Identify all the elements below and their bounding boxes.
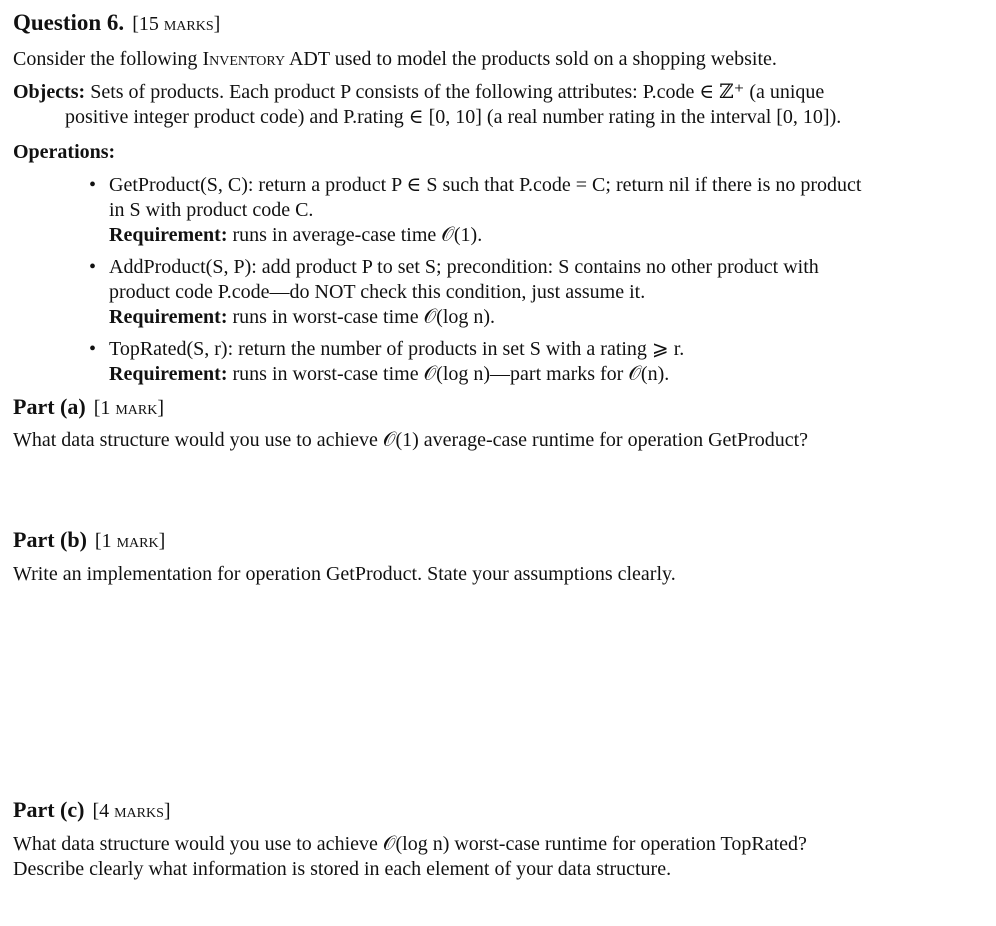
requirement-line xyxy=(109,305,819,330)
operation-line: GetProduct(S, C): return a product P ∈ S such that P.code = C; return nil if there is no product xyxy=(109,174,862,196)
part-b-text: Write an implementation for operation GetProduct. State your assumptions clearly. xyxy=(13,563,676,585)
bullet: • xyxy=(89,256,97,278)
objects-label: Objects: xyxy=(13,81,86,103)
requirement-text: runs in average-case time 𝒪(1). xyxy=(232,224,483,246)
adt-name: Inventory xyxy=(202,48,286,70)
operation-toprated xyxy=(109,337,684,387)
part-marks: [1 mark] xyxy=(93,397,165,419)
part-a-text: What data structure would you use to achieve 𝒪(1) average-case runtime for operation GetProduct? xyxy=(13,429,809,451)
operations-label: Operations: xyxy=(13,141,116,163)
requirement-label: Requirement: xyxy=(109,306,228,328)
objects-line-1 xyxy=(13,80,824,105)
requirement-text: runs in worst-case time 𝒪(log n). xyxy=(232,306,496,328)
intro-text xyxy=(13,47,777,72)
objects-line-2: positive integer product code) and P.rating ∈ [0, 10] (a real number rating in the interval [0, 10]). xyxy=(65,106,842,128)
requirement-label: Requirement: xyxy=(109,224,228,246)
requirement-line xyxy=(109,362,684,387)
operation-getproduct xyxy=(109,173,861,248)
operation-line: TopRated(S, r): return the number of products in set S with a rating ⩾ r. xyxy=(109,338,685,360)
part-marks: [1 mark] xyxy=(94,530,166,552)
question-marks: [15 marks] xyxy=(132,13,221,35)
question-header xyxy=(13,10,220,37)
bullet: • xyxy=(89,338,97,360)
part-b-header xyxy=(13,527,165,554)
question-title: Question 6. xyxy=(13,10,125,35)
intro-post: ADT used to model the products sold on a shopping website. xyxy=(288,48,777,70)
requirement-line xyxy=(109,223,861,248)
objects-text-1: Sets of products. Each product P consists of the following attributes: P.code ∈ ℤ⁺ (a unique xyxy=(90,81,825,103)
part-title: Part (b) xyxy=(13,527,87,552)
operation-addproduct xyxy=(109,255,819,330)
bullet: • xyxy=(89,174,97,196)
part-marks: [4 marks] xyxy=(92,800,171,822)
part-c-text-1: What data structure would you use to achieve 𝒪(log n) worst-case runtime for operation TopRated? xyxy=(13,833,807,855)
operation-line: AddProduct(S, P): add product P to set S; precondition: S contains no other product with xyxy=(109,256,819,278)
intro-pre: Consider the following xyxy=(13,48,198,70)
requirement-text: runs in worst-case time 𝒪(log n)—part marks for 𝒪(n). xyxy=(232,363,670,385)
operation-line: in S with product code C. xyxy=(109,199,314,221)
operation-line: product code P.code—do NOT check this condition, just assume it. xyxy=(109,281,646,303)
part-title: Part (c) xyxy=(13,797,85,822)
part-title: Part (a) xyxy=(13,394,86,419)
part-a-header xyxy=(13,394,164,421)
part-c-header xyxy=(13,797,171,824)
part-c-text-2: Describe clearly what information is stored in each element of your data structure. xyxy=(13,858,672,880)
requirement-label: Requirement: xyxy=(109,363,228,385)
